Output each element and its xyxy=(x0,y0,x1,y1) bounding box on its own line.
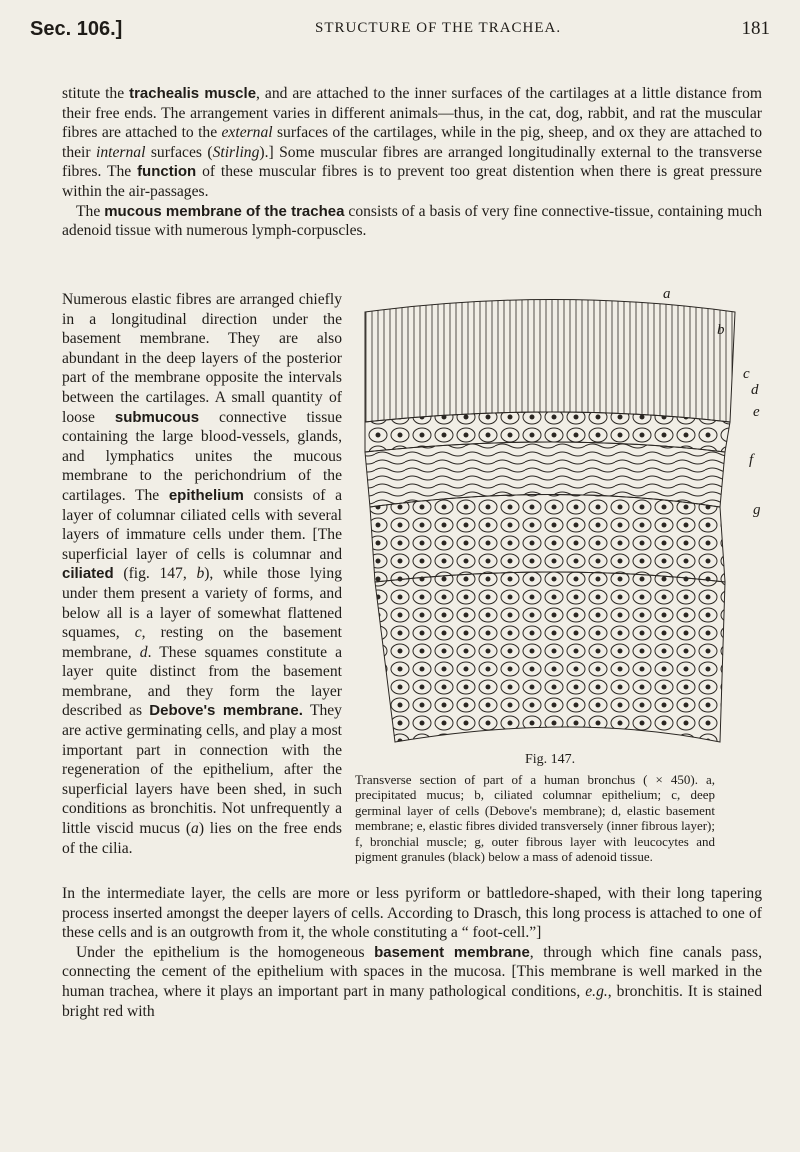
figure-letter-g: g xyxy=(753,502,761,518)
figure-letter-e: e xyxy=(753,404,760,420)
figure-label: Fig. 147. xyxy=(525,752,576,767)
bottom-text xyxy=(62,884,762,1021)
paragraph-trachealis: stitute the trachealis muscle, and are attached to the inner surfaces of the cartilages at a little distance from their free ends. The arrangement varies in different animals—thus, in the cat, dog, rabbit, and rat the muscular fibres are attached to the external surfaces of the cartilages, while in the pig, sheep, and ox they are attached to their internal surfaces (Stirling).] Some muscular fibres are arranged longitudinally external to the transverse fibres. The function of these muscular fibres is to prevent too great distention when there is great pressure within the air-passages. xyxy=(62,85,763,200)
figure-letter-c: c xyxy=(743,366,750,382)
figure-tissue-layers xyxy=(365,300,735,743)
figure-letter-b: b xyxy=(717,322,725,338)
bronchus-illustration xyxy=(345,282,765,752)
top-text xyxy=(62,84,762,241)
paragraph-intermediate-layer: In the intermediate layer, the cells are more or less pyriform or battledore-shaped, with their long tapering process inserted amongst the deeper layers of cells. According to Drasch, this long process is attached to one of these cells and is an outgrowth from it, the whole constituting a “ foot-cell.”] xyxy=(62,885,762,942)
page-number: 181 xyxy=(741,18,770,39)
figure-letter-a: a xyxy=(663,286,671,302)
chapter-title: STRUCTURE OF THE TRACHEA. xyxy=(315,20,562,36)
section-number: Sec. 106.] xyxy=(30,18,123,40)
running-header xyxy=(30,18,770,48)
figure-letter-f: f xyxy=(749,452,754,468)
figure-letter-d: d xyxy=(751,382,759,398)
paragraph-mucous-membrane: The mucous membrane of the trachea consists of a basis of very fine connective-tissue, containing much adenoid tissue with numerous lymph-corpuscles. xyxy=(62,202,762,240)
paragraph-basement-membrane: Under the epithelium is the homogeneous basement membrane, through which fine canals pass, connecting the cement of the epithelium with spaces in the mucosa. [This membrane is well marked in the human trachea, where it plays an important part in many pathological conditions, e.g., bronchitis. It is stained bright red with xyxy=(62,943,763,1020)
figure-caption: Transverse section of part of a human bronchus ( × 450). a, precipitated mucus; b, ciliated columnar epithelium; c, deep germinal layer of cells (Debove's membrane); d, elastic basement membrane; e, elastic fibres divided transversely (inner fibrous layer); f, bronchial muscle; g, outer fibrous layer with leucocytes and pigment granules (black) below a mass of adenoid tissue. xyxy=(355,772,716,865)
left-column-text: Numerous elastic fibres are arranged chiefly in a longitudinal direction under the basement membrane. They are also abundant in the deep layers of the posterior part of the membrane opposite the intervals between the cartilages. A small quantity of loose submucous connective tissue containing the large blood-vessels, glands, and lymphatics unites the mucous membrane to the perichondrium of the cartilages. The epithelium consists of a layer of columnar ciliated cells with several layers of immature cells under them. [The superficial layer of cells is columnar and ciliated (fig. 147, b), while those lying under them present a variety of forms, and below all is a layer of somewhat flattened squames, c, resting on the basement membrane, d. These squames constitute a layer quite distinct from the basement membrane, and they form the layer described as Debove's membrane. They are active germinating cells, and play a most important part in connection with the regeneration of the epithelium, after the superficial layers have been shed, in such conditions as bronchitis. Not unfrequently a little viscid mucus (a) lies on the free ends of the cilia. xyxy=(62,291,343,857)
